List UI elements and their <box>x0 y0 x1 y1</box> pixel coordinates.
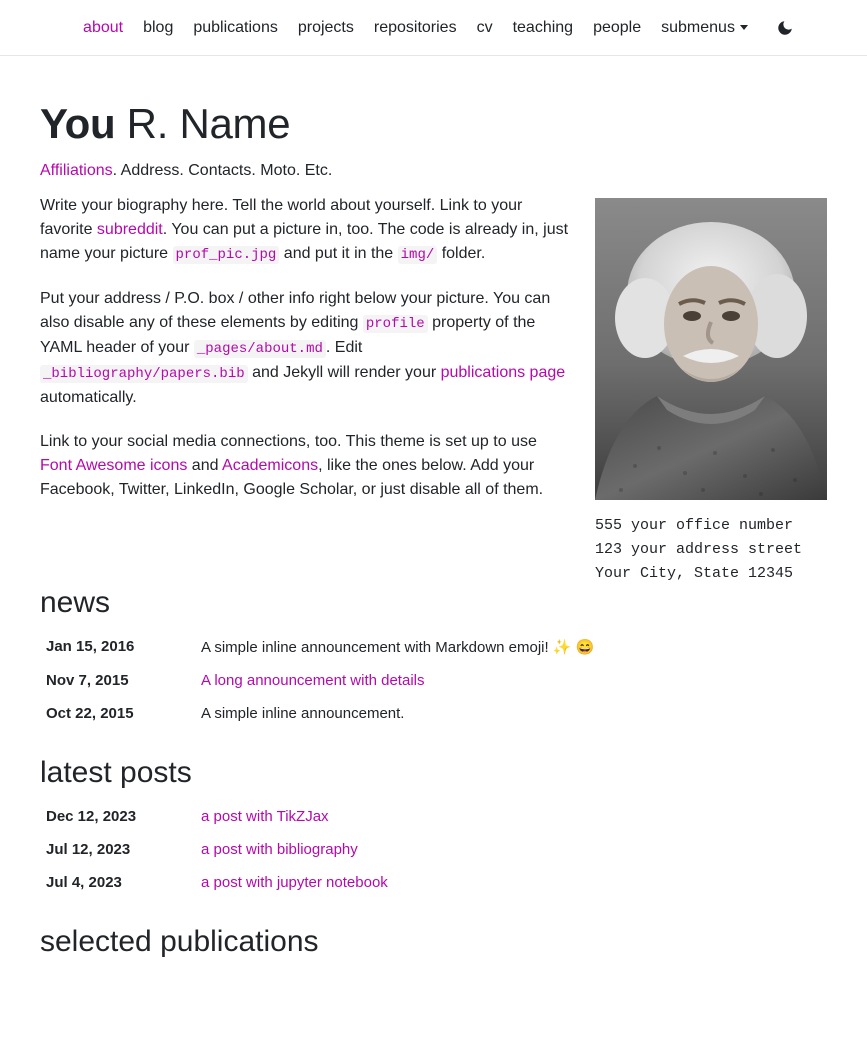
profile-picture <box>595 198 827 500</box>
post-date: Jul 4, 2023 <box>46 874 122 891</box>
news-text: A simple inline announcement with Markdown emoji! ✨ 😄 <box>201 639 595 656</box>
post-text <box>195 833 827 866</box>
bio-p3-text-b: and <box>187 457 223 474</box>
bio-paragraph-1 <box>40 194 580 267</box>
page-content <box>0 100 867 959</box>
bio-paragraph-3 <box>40 430 580 502</box>
nav-link-blog[interactable]: blog <box>143 18 174 36</box>
code-prof-pic: prof_pic.jpg <box>173 246 280 264</box>
code-img-folder: img/ <box>398 246 438 264</box>
page-title-rest: R. Name <box>115 100 291 147</box>
nav-link-people[interactable]: people <box>593 18 642 36</box>
news-table <box>40 630 827 730</box>
table-row <box>40 866 827 899</box>
affiliations-link[interactable]: Affiliations <box>40 162 113 179</box>
bio-p2-text-c: . Edit <box>325 339 363 356</box>
address-line-2: 123 your address street <box>595 541 803 558</box>
nav-link-about[interactable]: about <box>83 18 124 36</box>
profile-address <box>595 514 827 586</box>
bio-paragraph-2 <box>40 287 580 410</box>
subreddit-link[interactable]: subreddit <box>96 221 163 238</box>
academicons-link[interactable]: Academicons <box>222 457 319 474</box>
nav-link-submenus[interactable]: submenus <box>651 19 758 37</box>
bio-p2-text-b: property of the YAML header of your <box>40 314 536 356</box>
page-subtitle <box>40 162 827 180</box>
latest-posts-section <box>40 756 827 899</box>
post-link[interactable]: a post with jupyter notebook <box>201 874 388 891</box>
table-row <box>40 833 827 866</box>
address-line-3: Your City, State 12345 <box>595 565 794 582</box>
table-row <box>40 697 827 730</box>
news-date: Nov 7, 2015 <box>46 672 129 689</box>
post-date: Jul 12, 2023 <box>46 841 131 858</box>
latest-posts-table <box>40 800 827 899</box>
bio-p2-text-e: automatically. <box>40 389 137 406</box>
post-text <box>195 800 827 833</box>
post-link[interactable]: a post with bibliography <box>201 841 358 858</box>
bio-p1-text-b: . You can put a picture in, too. The code is already in, just name your picture <box>40 221 569 262</box>
news-heading: news <box>40 586 111 619</box>
post-date: Dec 12, 2023 <box>46 808 137 825</box>
top-navbar <box>0 0 867 56</box>
table-row <box>40 630 827 664</box>
bio-p1-text-d: folder. <box>437 245 486 262</box>
post-link[interactable]: a post with TikZJax <box>201 808 329 825</box>
nav-link-projects[interactable]: projects <box>297 18 354 36</box>
news-date: Jan 15, 2016 <box>46 638 135 655</box>
code-profile: profile <box>363 315 428 333</box>
bio-p1-text-c: and put it in the <box>279 245 398 262</box>
page-title-bold: You <box>40 100 116 147</box>
subtitle-rest: . Address. Contacts. Moto. Etc. <box>112 162 333 179</box>
nav-link-cv[interactable]: cv <box>476 18 493 36</box>
about-content <box>40 194 827 582</box>
bio-p2-text-d: and Jekyll will render your <box>247 364 441 381</box>
table-row <box>40 664 827 697</box>
news-text <box>195 664 827 697</box>
nav-link-repositories[interactable]: repositories <box>373 18 457 36</box>
profile-block <box>595 198 827 586</box>
bio-p2-text-a: Put your address / P.O. box / other info right below your picture. You can also disable any of these elements by editing <box>40 290 551 331</box>
address-line-1: 555 your office number <box>595 517 794 534</box>
bio-p3-text-c: , like the ones below. Add your Facebook, Twitter, LinkedIn, Google Scholar, or just disable all of them. <box>40 457 544 498</box>
news-link[interactable]: A long announcement with details <box>201 672 425 689</box>
table-row <box>40 800 827 833</box>
news-date: Oct 22, 2015 <box>46 705 134 722</box>
nav-link-teaching[interactable]: teaching <box>512 18 574 36</box>
moon-icon[interactable] <box>776 19 794 37</box>
bio-p3-text-a: Link to your social media connections, too. This theme is set up to use <box>40 433 537 450</box>
nav-items <box>73 19 794 37</box>
selected-publications-heading: selected publications <box>40 925 319 958</box>
bio-p1-text-a: Write your biography here. Tell the world about yourself. Link to your favorite <box>40 197 523 238</box>
news-text: A simple inline announcement. <box>201 705 405 722</box>
code-about-md: _pages/about.md <box>194 340 326 358</box>
code-papers-bib: _bibliography/papers.bib <box>40 365 248 383</box>
latest-posts-heading: latest posts <box>40 756 192 789</box>
nav-link-publications[interactable]: publications <box>193 18 278 36</box>
page-title <box>40 100 827 148</box>
post-text <box>195 866 827 899</box>
font-awesome-link[interactable]: Font Awesome icons <box>40 457 188 474</box>
publications-page-link[interactable]: publications page <box>440 364 566 381</box>
